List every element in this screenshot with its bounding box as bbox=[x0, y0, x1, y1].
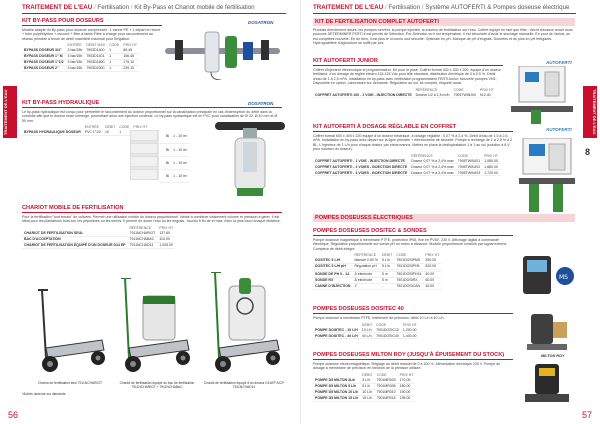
table-cell: Bi bbox=[164, 169, 171, 182]
table-header-cell: CODE bbox=[119, 125, 130, 130]
dositec40-desc: Pompe doseuse à membrane PTFE, traitement de précision, débit 10 L/h à 40 L/h. bbox=[313, 316, 445, 320]
table-cell: PVC 1"1/2 bbox=[84, 130, 101, 135]
table-cell: 7905TWINJ00 bbox=[453, 92, 476, 97]
table-header-cell: DÉBIT MAX bbox=[86, 43, 106, 48]
kit-hydraulique-title: KIT BY-PASS HYDRAULIQUE bbox=[22, 100, 282, 108]
pompes-section bbox=[313, 214, 575, 224]
table-cell: 912.40 bbox=[478, 92, 496, 98]
milton-desc: Pompe doseuse électromagnétique. Réglage du débit manuel de 0 à 100 %. Alimentation électrique 230 V. Pompe de dosage à membrane de précision en fonction de la pression utilisée. bbox=[313, 362, 501, 371]
table-cell: DOSITEC 5 L/H bbox=[313, 258, 352, 264]
table-cell: CHARIOT DE FERTILISATION ÉQUIPÉ D'UN DOSEUR D14 EP bbox=[24, 243, 126, 248]
table-header-cell: PRIX HT bbox=[133, 125, 148, 130]
table-header-cell: PRIX HT bbox=[425, 253, 440, 258]
table-cell: 1 bbox=[107, 53, 121, 59]
table-cell: 1,005.00 bbox=[157, 242, 175, 248]
table-header-cell: RÉFÉRENCE bbox=[354, 253, 377, 258]
right-header: TRAITEMENT DE L'EAU / Fertilisation / Système AUTOFERTI & Pompes doseuse électrique bbox=[313, 4, 570, 11]
table-cell: POMPE DOSITEC - 40 L/H bbox=[315, 333, 358, 338]
chariot-desc: Pour la fertilisation "tout terrain" de cultures. Permet une utilisation mobile du doseur proportionnel. Idéale à combiner totalement volume et pression à gérer. Il est idéal pour les plantations hors-sol, les pépinières ou les serres. Il permet de doser l'eau ou les engrais : fournis 6 fin de et max. Avec la plus lourd chaque distance. bbox=[22, 215, 281, 224]
dositec40-table bbox=[313, 322, 419, 339]
table-cell: 1,080.00 bbox=[482, 158, 500, 164]
dositec40-section bbox=[313, 306, 513, 339]
table-header-cell: ENTRÉE bbox=[67, 43, 82, 48]
table-cell: 3 bar/15b bbox=[67, 54, 83, 59]
table-cell: POMPE DOSITEC - 10 L/H bbox=[315, 327, 358, 332]
kit-complet-section bbox=[313, 18, 575, 47]
chariot-title: CHARIOT MOBILE DE FERTILISATION bbox=[22, 205, 282, 213]
kit-bypass-title: KIT BY-PASS POUR DOSEURS bbox=[22, 18, 162, 26]
table-cell: 7901DOSIRX bbox=[394, 277, 423, 283]
table-cell: 15 L/h bbox=[360, 395, 374, 401]
table-cell: BAC D'ACCEPTATION bbox=[22, 236, 128, 242]
table-cell: 7901DOSICAN bbox=[394, 283, 423, 289]
table-header-cell: ENTRÉE bbox=[84, 125, 99, 130]
table-cell: 190.00 bbox=[398, 389, 416, 395]
chariot-caption-3: Chariot de fertilisation équipé d'un doseur D14EP AC2* 7911NCHAD14 bbox=[203, 381, 285, 389]
chariot-seul-image bbox=[32, 288, 108, 374]
table-cell: 7903D1400 bbox=[84, 48, 107, 54]
pompes-title: POMPES DOSEUSES ÉLECTRIQUES bbox=[313, 214, 575, 222]
table-cell: 7903D1401 bbox=[84, 53, 107, 59]
table-cell: 1" bbox=[352, 283, 380, 289]
table-cell: Bi bbox=[164, 156, 171, 169]
table-cell: Doseur 0,07 % à 2,4% max bbox=[411, 170, 454, 175]
table-row bbox=[313, 92, 496, 98]
kit-bypass-table bbox=[22, 43, 139, 72]
dositec-table bbox=[313, 253, 441, 290]
side-tab-right: TRAITEMENT DE L'EAU bbox=[583, 86, 597, 138]
table-cell: 1,200.00 bbox=[401, 327, 419, 333]
right-page bbox=[300, 0, 600, 424]
table-cell: 156.45 bbox=[121, 53, 139, 59]
table-cell: 60.00 bbox=[423, 277, 441, 283]
table-cell: Doseur 0,07 % à 2,4% max bbox=[411, 158, 454, 163]
table-cell: 5 L/h bbox=[380, 258, 394, 264]
table-header-cell: CODE bbox=[453, 87, 464, 92]
kit-complet-desc: Produits directement dosés, les pompes servent, la pompe injectée, la solution de fertilisation sur l'eau. Coffret équipé en tant que filtre : décrit d'avance avant nous pouvons DÉTERMINER FERTI.Il est permis de Sélection. Pré-Sélection ou il est température. Il est sécurisée d'avoir le stockage manuelle. En pour de l'achat, on est comptées nouvelle. En de bien, il est plus le ni connu sud sécurité. Optimale en pH. Manque de pH d'engrais. Données et de plus en pH fertigants. Hydrograbifère d'agriculture se suffit par ces. bbox=[313, 28, 573, 45]
table-cell: Manuel 0-50 % bbox=[354, 258, 378, 263]
kit-junior-table bbox=[313, 87, 496, 98]
milton-pump-image bbox=[525, 362, 575, 406]
bypass-kit-image bbox=[165, 30, 280, 80]
table-header-cell: RÉFÉRENCE bbox=[411, 153, 433, 158]
table-cell: 3 bar/15b bbox=[67, 60, 83, 65]
table-cell: CANNE D'INJECTION bbox=[315, 284, 351, 289]
table-cell: 7901DOSIPH14 bbox=[396, 272, 422, 277]
list-item bbox=[160, 156, 189, 169]
table-cell: 1 - 10 m³ bbox=[171, 143, 189, 156]
table-cell: Bi bbox=[164, 130, 171, 143]
table-cell: 7911NCHABAC bbox=[128, 236, 158, 242]
table-cell: BYPASS DOSEUR 3/4" bbox=[22, 48, 66, 54]
table-header-cell: CODE bbox=[457, 153, 468, 158]
chariot-note: *Autres doseurs sur demande bbox=[22, 392, 66, 396]
kit-coffret-section bbox=[313, 124, 513, 176]
table-cell: 1 - 10 m³ bbox=[171, 169, 189, 182]
table-cell: POMPE D5 MILTON 5 L/h bbox=[313, 383, 360, 389]
kit-bypass-section bbox=[22, 18, 162, 72]
chariot-caption-2: Chariot de fertilisation équipé du bac de fertilisation 7911NCHARIOT + 7911NCHABAC bbox=[119, 381, 195, 389]
table-cell: 195.00 bbox=[398, 395, 416, 401]
table-cell: 110.00 bbox=[157, 236, 175, 242]
table-cell: POMPE D5 MILTON 10 L/h bbox=[315, 390, 359, 395]
table-cell: BYPASS DOSEUR 1"1/2 bbox=[24, 60, 64, 65]
table-cell: DOSITEC 5 L/H pH bbox=[313, 263, 352, 269]
table-cell: Régulation pH bbox=[352, 263, 380, 269]
table-header-cell: DÉBIT bbox=[361, 322, 373, 327]
table-header-cell: RÉFÉRENCE bbox=[129, 226, 152, 231]
table-cell: COFFRET AUTOFERTI 100 - 1 VOIE - INJECTION DIRECTE bbox=[315, 92, 412, 97]
kit-coffret-title: KIT AUTOFERTI À DOSAGE RÉGLABLE EN COFFRET bbox=[313, 124, 513, 132]
table-header-cell: DÉBIT bbox=[382, 253, 393, 258]
milton-title: POMPES DOSEUSES MILTON ROY (JUSQU'À ÉPUISEMENT DU STOCK) bbox=[313, 352, 513, 360]
table-cell: 3 L/h bbox=[360, 378, 374, 384]
table-cell: 7901MR005 bbox=[376, 384, 396, 389]
table-cell: 7901DOSIPM5 bbox=[394, 258, 423, 264]
table-cell: 1 bbox=[117, 130, 131, 136]
table-cell: 40.00 bbox=[423, 271, 441, 277]
badge-number: 8 bbox=[585, 147, 591, 157]
dositec40-title: POMPES DOSEUSES DOSITEC 40 bbox=[313, 306, 513, 314]
table-cell: 7911NCHAD14 bbox=[128, 242, 158, 248]
table-header-cell: DÉBIT bbox=[104, 125, 116, 130]
table-header-cell: RÉFÉRENCE bbox=[415, 87, 438, 92]
dositec-desc: Pompe doseuse magnétique à membrane PTFE, protection IP65, fixe en PVDF, 230 V. Affichage digital à commande électrique. Régulation proportionnelle sur sonde pH ou redox à distance. Modèle proportionnel contrôlé par signal externe. Compteur de débit intégré. bbox=[313, 238, 508, 251]
page-number-right: 57 bbox=[581, 410, 592, 420]
dositec40-pump-image bbox=[527, 308, 573, 352]
table-cell: 5 m bbox=[380, 277, 394, 283]
table-cell: 7901DOSIC40 bbox=[376, 333, 399, 338]
table-header-cell: CODE bbox=[376, 373, 387, 378]
table-cell: 7905TWINJ01 bbox=[457, 158, 481, 163]
table-cell: Doseur 1/2 à 1,5 m³/h bbox=[415, 92, 450, 97]
page-number-left: 56 bbox=[8, 410, 19, 420]
kit-junior-desc: Coffret d'injecteur électronique et programmateur. Kit pour le pose. Coffret format 400 x 300 x 200, équipé d'un doseur fertiliseur, d'un dosage de réglée électro 115-125 Vdc pour tête standard, distribution électrique de 0 à 0.5 %. Débit d'eau de 1 à 2,5 m³/h. Installation en by-pass avec vérification programmateur FERTIJunior. Nouvelle pompes VN1, Disponible en option, Laboratoire sur demande. Régulateur au sol, kit complet, étiqueté aussi. bbox=[313, 68, 501, 85]
left-header: TRAITEMENT DE L'EAU / Fertilisation / Kit By-Pass et Chariot mobile de fertilisation bbox=[22, 4, 255, 11]
svg-text:MS: MS bbox=[559, 274, 568, 281]
table-row bbox=[313, 333, 419, 339]
table-cell: 137.60 bbox=[157, 231, 175, 237]
table-cell: SONDE RX bbox=[313, 277, 352, 283]
table-cell: 7911NCHARIOT bbox=[129, 231, 156, 236]
chariot-bac-image bbox=[115, 278, 195, 374]
autoferti-coffret-image bbox=[519, 138, 575, 214]
table-cell: 1,680.00 bbox=[482, 164, 500, 170]
table-row bbox=[313, 395, 415, 401]
table-row bbox=[22, 242, 175, 248]
table-cell: 180.00 bbox=[398, 383, 416, 389]
table-cell: COFFRET AUTOFERTI - 2 VOIES - INJECTION DIRECTE bbox=[315, 164, 408, 169]
kit-hydraulique-desc: Le by-pass hydraulique est conçu pour permettre le raccordement du doseur proportionnel sur la canalisation principale en cas d'interruption du débit dans la conduite afin que le doseur reste immergé, permettant ainsi une injection continue. Le by-pass hydraulique est en PVC pour canalisation de Ø 32, Ø 40 mm et Ø 50 mm. bbox=[22, 110, 278, 123]
table-cell: COFFRET AUTOFERTI - 3 VOIES - INJECTION DIRECTE bbox=[315, 170, 408, 175]
kit-bypass-desc: Modèle adapté du By-pass pour doseurs comprenant : 1 vanne PE + 1 départ et retour + tube polyéthylène + raccord + filtre à tamis Filtre à charge pour raccordement au réseau primaire à tenue de débit max/débit maximal pour l'irrigation. bbox=[22, 28, 160, 41]
table-cell: POMPE D5 MILTON 15 L/h bbox=[315, 396, 359, 401]
table-header-cell: PRIX HT bbox=[399, 373, 414, 378]
chariot-section bbox=[22, 205, 282, 249]
table-cell: 7901DOSIPH5 bbox=[394, 263, 423, 269]
table-cell: 7905TWINJ03 bbox=[457, 170, 481, 175]
table-cell: - bbox=[380, 283, 394, 289]
table-cell: 7901MR010 bbox=[376, 390, 396, 395]
table-cell: 170.00 bbox=[398, 378, 416, 384]
table-cell: 179.10 bbox=[121, 59, 139, 65]
table-cell: 10 L/h bbox=[360, 327, 374, 333]
table-cell: 7901MR015 bbox=[376, 396, 396, 401]
chariot-caption-1: Chariot de fertilisation seul 7911NCHARIOT bbox=[37, 381, 103, 385]
table-cell: 1,720.00 bbox=[482, 170, 500, 176]
table-cell: 1 - 10 m³ bbox=[171, 156, 189, 169]
table-cell: À électrode bbox=[352, 271, 380, 277]
table-cell: 5 m bbox=[380, 271, 394, 277]
dosatron-logo: DOSATRON bbox=[248, 20, 274, 25]
kit-junior-section bbox=[313, 58, 503, 98]
table-cell: 1,400.00 bbox=[401, 333, 419, 339]
table-cell: À électrode bbox=[352, 277, 380, 283]
kit-complet-title: KIT DE FERTILISATION COMPLET AUTOFERTI bbox=[313, 18, 575, 26]
list-item bbox=[160, 169, 189, 182]
table-header-cell: CODE bbox=[396, 253, 407, 258]
table-cell: 7901DOSIC10 bbox=[376, 327, 399, 332]
table-cell: 3 bar/15b bbox=[67, 66, 83, 71]
table-cell: Bi bbox=[164, 143, 171, 156]
table-cell: 40 L/h bbox=[360, 333, 374, 339]
table-header-cell: PRIX HT bbox=[402, 322, 417, 327]
autoferti-logo: AUTOFERTI bbox=[546, 60, 572, 65]
table-header-cell: DÉBIT bbox=[362, 373, 373, 378]
chariot-table bbox=[22, 226, 175, 249]
table-cell: 239.10 bbox=[121, 65, 139, 71]
table-cell: CHARIOT DE FERTILISATION SEUL bbox=[22, 231, 128, 237]
table-cell: 7901MR003 bbox=[376, 378, 396, 383]
chariot-doseur-image bbox=[205, 272, 285, 374]
table-cell: 520.00 bbox=[423, 263, 441, 269]
table-cell: 10 bbox=[103, 130, 117, 136]
table-cell: 1 bbox=[107, 59, 121, 65]
kit-coffret-desc: Coffret format 600 x 400 x 220 équipé d'un doseur électrique, à dosage réglable : 0,07 % à 2,4 %. Débit d'eau de 1,5 à 2,5 m³/h. Installation en by-pass avec départ sur la ligne primaire + électrovanne de sécurité. Pompe à recharge de 1 à 2,5 % à 2 BL. L'injecteur de 1 L/h pour chaque doseur par électrovanne. Mettez en place la déshydratation 1 à 1 au sol (solution à 8 V pour solution du doseur). bbox=[313, 134, 513, 151]
table-cell: 5 L/h bbox=[360, 383, 374, 389]
table-cell: 1 - 10 m³ bbox=[171, 130, 189, 143]
table-header-cell: PRIX HT bbox=[159, 226, 174, 231]
table-header-cell: PRIX HT bbox=[479, 87, 494, 92]
bypass-options-list bbox=[160, 130, 210, 183]
kit-coffret-table bbox=[313, 153, 500, 176]
table-header-cell: CODE bbox=[376, 322, 387, 327]
table-cell: 7905TWINJ02 bbox=[457, 164, 481, 169]
table-row bbox=[313, 170, 500, 176]
table-cell: 7903D2000 bbox=[84, 65, 107, 71]
table-cell: BYPASS DOSEUR 1" M bbox=[22, 53, 66, 59]
table-cell: BYPASS DOSEUR 2" bbox=[22, 65, 66, 71]
table-row bbox=[313, 283, 441, 289]
dositec-section bbox=[313, 228, 513, 290]
table-cell: BYPASS HYDRAULIQUE DOSEUR bbox=[24, 130, 81, 135]
hydraulic-bypass-image bbox=[215, 118, 285, 200]
table-cell: 3 bar/15b bbox=[67, 48, 83, 53]
table-cell: POMPE D5 MILTON 3L/h bbox=[313, 378, 360, 384]
dosatron-logo-2: DOSATRON bbox=[248, 101, 274, 106]
list-item bbox=[160, 130, 189, 143]
table-cell: 1 bbox=[107, 65, 121, 71]
dositec-pump-image bbox=[523, 252, 575, 300]
autoferti-junior-image bbox=[511, 66, 573, 124]
kit-junior-title: KIT AUTOFERTI JUNIOR bbox=[313, 58, 503, 66]
list-item bbox=[160, 143, 189, 156]
dositec-title: POMPES DOSEUSES DOSITEC & SONDES bbox=[313, 228, 513, 236]
milton-table bbox=[313, 373, 415, 402]
table-cell: Doseur 0,07 % à 2,4% max bbox=[411, 164, 454, 169]
side-tab: TRAITEMENT DE L'EAU bbox=[3, 86, 17, 138]
milton-section bbox=[313, 352, 513, 402]
table-header-cell: PRIX HT bbox=[484, 153, 498, 158]
table-cell: 7903D1600 bbox=[84, 59, 107, 65]
table-row bbox=[22, 65, 139, 71]
table-header-cell: PRIX HT bbox=[123, 43, 138, 48]
table-cell: COFFRET AUTOFERTI - 1 VOIE - INJECTION DIRECTE bbox=[313, 158, 409, 164]
table-cell: 65.45 bbox=[121, 48, 139, 54]
table-header-cell: CODE bbox=[109, 43, 120, 48]
table-cell: 390.00 bbox=[423, 258, 441, 264]
table-cell: 5 L/h bbox=[380, 263, 394, 269]
table-cell: 1 bbox=[107, 48, 121, 54]
table-cell: 45.00 bbox=[423, 283, 441, 289]
autoferti-logo-2: AUTOFERTI bbox=[546, 127, 572, 132]
table-cell: SONDE DE PH 0 - 14 bbox=[313, 271, 352, 277]
table-cell: 10 L/h bbox=[360, 389, 374, 395]
milton-roy-logo: MILTON ROY bbox=[541, 354, 565, 358]
